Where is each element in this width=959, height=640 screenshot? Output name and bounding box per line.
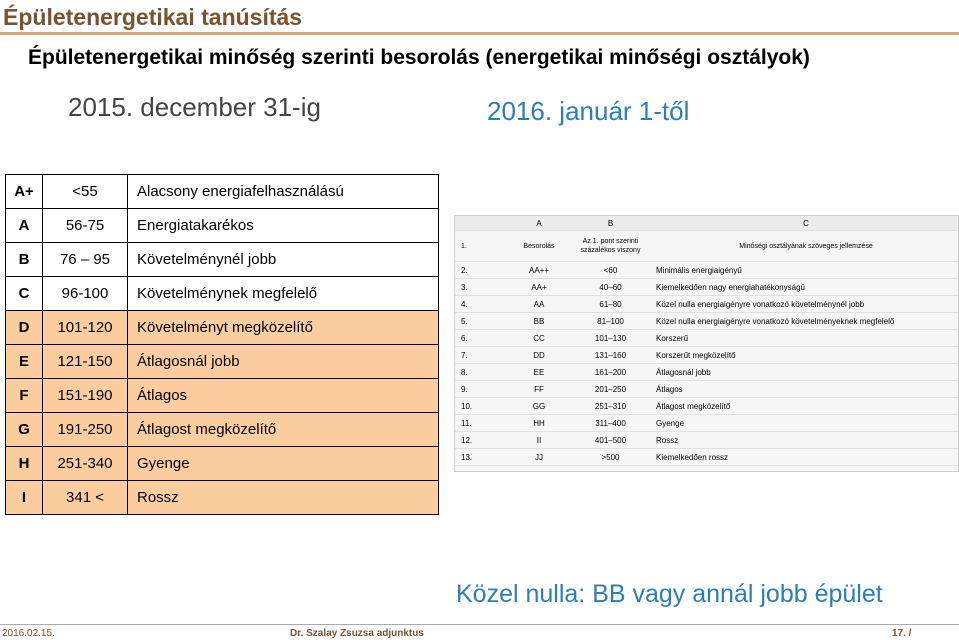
class-cell: FF [507,381,571,398]
row-number: 13. [455,449,507,466]
table-row [455,262,958,279]
row-number: 8. [455,364,507,381]
table-row [6,175,439,209]
nzeb-note: Közel nulla: BB vagy annál jobb épület [456,580,883,608]
table-row [455,432,958,449]
column-header: 1. [455,231,507,262]
grade-cell: B [6,243,43,277]
range-cell: 61–80 [571,296,650,313]
description-cell: Átlagos [128,379,439,413]
description-cell: Alacsony energiafelhasználású [128,175,439,209]
new-classification-table-image [454,215,959,472]
class-cell: JJ [507,449,571,466]
table-row [6,447,439,481]
description-cell: Gyenge [650,415,958,432]
table-row [455,313,958,330]
class-cell: GG [507,398,571,415]
grade-cell: E [6,345,43,379]
range-cell: 101–130 [571,330,650,347]
column-letter: A [507,216,571,231]
table-row [455,296,958,313]
title-rule [0,32,959,35]
range-cell: 251-340 [43,447,128,481]
range-cell: 151-190 [43,379,128,413]
description-cell: Minimális energiaigényű [650,262,958,279]
period-new-label: 2016. január 1-től [487,96,690,126]
range-cell: <55 [43,175,128,209]
class-cell: DD [507,347,571,364]
range-cell: 131–160 [571,347,650,364]
range-cell: 81–100 [571,313,650,330]
description-cell: Átlagost megközelítő [650,398,958,415]
description-cell: Átlagosnál jobb [650,364,958,381]
column-letter: B [571,216,650,231]
grade-cell: A [6,209,43,243]
range-cell: 311–400 [571,415,650,432]
table-row [455,398,958,415]
table-row [455,449,958,466]
range-cell: 56-75 [43,209,128,243]
grade-cell: H [6,447,43,481]
grade-cell: A+ [6,175,43,209]
range-cell: >500 [571,449,650,466]
column-header: Minőségi osztályának szöveges jellemzése [650,231,958,262]
class-cell: CC [507,330,571,347]
slide-title: Épületenergetikai tanúsítás [3,4,303,30]
class-cell: EE [507,364,571,381]
table-row [455,347,958,364]
class-cell: AA+ [507,279,571,296]
period-old-label: 2015. december 31-ig [68,92,321,122]
slide-title-bar [0,0,959,34]
column-letter [455,216,507,231]
range-cell: <60 [571,262,650,279]
footer-date: 2016.02.15. [2,628,55,639]
footer [0,624,959,640]
description-cell: Követelménynek megfelelő [128,277,439,311]
table-row [455,330,958,347]
row-number: 2. [455,262,507,279]
grade-cell: G [6,413,43,447]
row-number: 9. [455,381,507,398]
range-cell: 201–250 [571,381,650,398]
description-cell: Közel nulla energiaigényre vonatkozó követelményeknek megfelelő [650,313,958,330]
table-row [6,379,439,413]
class-cell: II [507,432,571,449]
row-number: 10. [455,398,507,415]
table-row [6,481,439,515]
row-number: 7. [455,347,507,364]
grade-cell: D [6,311,43,345]
range-cell: 40–60 [571,279,650,296]
column-header: Besorolás [507,231,571,262]
table-row [6,345,439,379]
table-row [455,381,958,398]
description-cell: Közel nulla energiaigényre vonatkozó követelménynél jobb [650,296,958,313]
description-cell: Gyenge [128,447,439,481]
range-cell: 76 – 95 [43,243,128,277]
class-cell: BB [507,313,571,330]
description-cell: Átlagosnál jobb [128,345,439,379]
column-letter: C [650,216,958,231]
range-cell: 96-100 [43,277,128,311]
row-number: 6. [455,330,507,347]
description-cell: Energiatakarékos [128,209,439,243]
old-classification-table [5,174,439,515]
range-cell: 121-150 [43,345,128,379]
table-row [6,311,439,345]
description-cell: Kiemelkedően nagy energiahatékonyságú [650,279,958,296]
range-cell: 161–200 [571,364,650,381]
grade-cell: C [6,277,43,311]
footer-author: Dr. Szalay Zsuzsa adjunktus [290,628,424,639]
row-number: 5. [455,313,507,330]
description-cell: Korszerű [650,330,958,347]
table-row [455,364,958,381]
column-header: Az 1. pont szerinti százalékos viszony [571,231,650,262]
row-number: 12. [455,432,507,449]
range-cell: 341 < [43,481,128,515]
description-cell: Követelményt megközelítő [128,311,439,345]
heading: Épületenergetikai minőség szerinti besorolás (energetikai minőségi osztályok) [28,46,810,69]
description-cell: Átlagos [650,381,958,398]
description-cell: Rossz [650,432,958,449]
range-cell: 101-120 [43,311,128,345]
range-cell: 251–310 [571,398,650,415]
grade-cell: F [6,379,43,413]
table-row [6,413,439,447]
table-row [6,243,439,277]
new-classification-table [455,216,958,466]
table-row [6,209,439,243]
description-cell: Rossz [128,481,439,515]
grade-cell: I [6,481,43,515]
footer-page-number: 17. / [892,628,912,639]
description-cell: Követelménynél jobb [128,243,439,277]
range-cell: 401–500 [571,432,650,449]
description-cell: Korszerűt megközelítő [650,347,958,364]
table-row [455,279,958,296]
class-cell: AA++ [507,262,571,279]
row-number: 3. [455,279,507,296]
row-number: 11. [455,415,507,432]
column-letter-row [455,216,958,231]
description-cell: Átlagost megközelítő [128,413,439,447]
column-header-row [455,231,958,262]
table-row [455,415,958,432]
table-row [6,277,439,311]
description-cell: Kiemelkedően rossz [650,449,958,466]
class-cell: HH [507,415,571,432]
footer-rule [0,624,959,625]
class-cell: AA [507,296,571,313]
range-cell: 191-250 [43,413,128,447]
row-number: 4. [455,296,507,313]
